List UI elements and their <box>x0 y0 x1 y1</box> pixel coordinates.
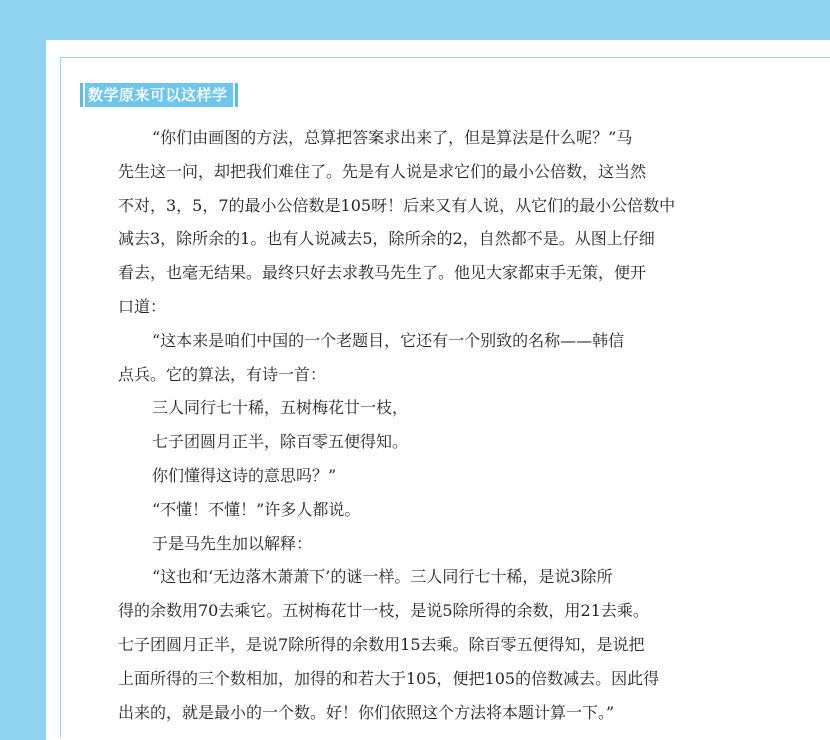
text-line: 减去3，除所余的1。也有人说减去5，除所余的2，自然都不是。从图上仔细 <box>118 229 655 249</box>
text-line: 三人同行七十稀，五树梅花廿一枝， <box>152 398 409 418</box>
paragraph <box>118 527 690 561</box>
paragraph <box>118 493 690 527</box>
poem-line <box>118 425 690 459</box>
title-bar-left-decoration <box>80 83 83 107</box>
text-line: “你们由画图的方法，总算把答案求出来了，但是算法是什么呢？”马 <box>152 128 633 147</box>
title-bar-right-decoration <box>235 83 238 107</box>
body-text <box>118 121 690 729</box>
text-line: 得的余数用70去乘它。五树梅花廿一枝，是说5除所得的余数，用21去乘。 <box>118 601 649 621</box>
text-line: 不对，3，5，7的最小公倍数是105呀！后来又有人说，从它们的最小公倍数中 <box>118 195 676 215</box>
text-line: “这也和‘无边落木萧萧下’的谜一样。三人同行七十稀，是说3除所 <box>152 567 613 587</box>
poem-line <box>118 391 690 425</box>
paragraph <box>118 560 690 729</box>
text-line: 看去，也毫无结果。最终只好去求教马先生了。他见大家都束手无策，便开 <box>118 263 647 283</box>
text-line: 出来的，就是最小的一个数。好！你们依照这个方法将本题计算一下。” <box>118 702 615 722</box>
text-line: 口道： <box>118 296 167 316</box>
text-line: 七子团圆月正半，是说7除所得的余数用15去乘。除百零五便得知，是说把 <box>118 634 645 654</box>
text-line: 点兵。它的算法，有诗一首： <box>118 364 327 384</box>
section-title-block <box>80 83 238 107</box>
text-line: 于是马先生加以解释： <box>152 533 313 553</box>
text-line: 你们懂得这诗的意思吗？” <box>152 465 337 485</box>
section-title: 数学原来可以这样学 <box>85 83 233 107</box>
text-line: “这本来是咱们中国的一个老题目，它还有一个别致的名称——韩信 <box>152 330 625 350</box>
paragraph <box>118 324 690 392</box>
paragraph <box>118 459 690 493</box>
text-line: 上面所得的三个数相加，加得的和若大于105，便把105的倍数减去。因此得 <box>118 668 660 688</box>
paragraph <box>118 121 690 324</box>
text-line: 七子团圆月正半，除百零五便得知。 <box>152 432 409 452</box>
text-line: “不懂！不懂！”许多人都说。 <box>152 499 361 519</box>
text-line: 先生这一问，却把我们难住了。先是有人说是求它们的最小公倍数，这当然 <box>118 161 647 181</box>
